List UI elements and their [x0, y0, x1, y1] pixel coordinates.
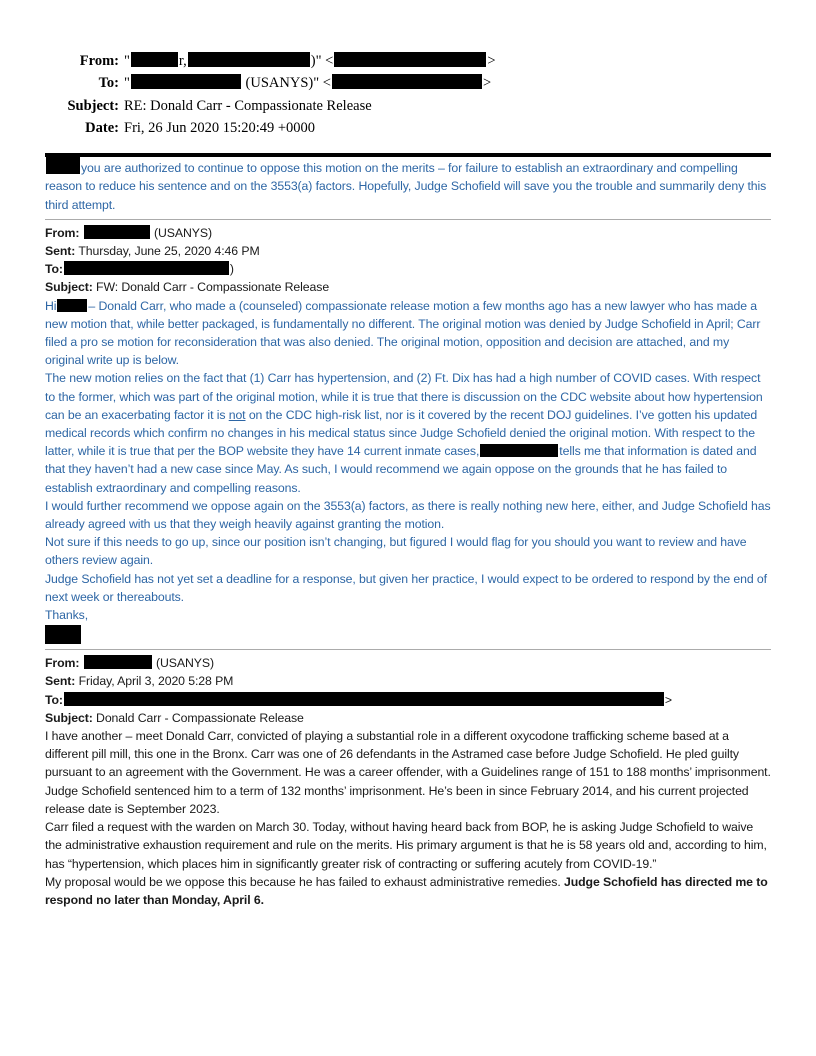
header-field-value: Thursday, June 25, 2020 4:46 PM [75, 244, 260, 258]
body-paragraph: My proposal would be we oppose this because he has failed to exhaust administrative remedies. Judge Schofield has directed me to respond no later than Monday, April 6. [45, 874, 768, 907]
body-paragraph: Thanks, [45, 608, 89, 623]
header-field-value: " (USANYS)" < > [124, 75, 492, 92]
header-row [45, 95, 771, 117]
body-paragraph: Not sure if this needs to go up, since our position isn’t changing, but figured I would flag for you should you want to review and have others review again. [45, 535, 747, 568]
forwarded-header-1 [45, 224, 771, 297]
header-field-label: From: [45, 225, 80, 240]
forwarded-header-2 [45, 654, 771, 727]
signature-redaction-bar [45, 625, 81, 644]
header-row [45, 654, 771, 672]
body-paragraph: Judge Schofield has not yet set a deadline for a response, but given her practice, I would expect to be ordered to respond by the end of next week or thereabouts. [45, 571, 767, 604]
redaction-bar [131, 74, 241, 89]
header-row [45, 691, 771, 709]
redaction-bar [334, 52, 486, 67]
header-field-value: ) [63, 262, 234, 276]
header-field-label: From: [79, 53, 119, 69]
header-field-label: Subject: [45, 710, 93, 725]
body-paragraph: I would further recommend we oppose again on the 3553(a) factors, as there is really nothing new here, either, and Judge Schofield has already agreed with us that they weigh heavily against granting the motion. [45, 498, 771, 532]
header-field-label: Sent: [45, 674, 76, 689]
header-row [45, 260, 771, 278]
header-field-value: (USANYS) [79, 656, 214, 670]
header-row [45, 242, 771, 260]
redaction-bar [84, 655, 152, 669]
reply-paragraph: you are authorized to continue to oppose this motion on the merits – for failure to establish an extraordinary and compelling reason to reduce his sentence and on the 3553(a) factors. Hopefully, Judge Schofield will save you the trouble and summarily deny this third attempt. [45, 157, 771, 214]
header-field-label: Date: [85, 119, 119, 136]
header-row [45, 50, 771, 72]
header-field-label: To: [45, 262, 63, 277]
header-field-value: Fri, 26 Jun 2020 15:20:49 +0000 [124, 119, 316, 136]
header-field-value: > [63, 693, 672, 707]
header-field-value: Donald Carr - Compassionate Release [92, 710, 304, 725]
body-paragraph: Carr filed a request with the warden on March 30. Today, without having heard back from BOP, he is asking Judge Schofield to waive the administrative exhaustion requirement and rule on the merits. His primary argument is that he is 58 years old and, according to him, has “hypertension, which places him in significantly greater risk of contracting or suffering acutely from COVID-19.” [45, 820, 767, 871]
header-field-label: Subject: [67, 97, 119, 114]
header-field-label: Sent: [45, 244, 76, 258]
header-row [45, 117, 771, 139]
header-field-value: FW: Donald Carr - Compassionate Release [92, 280, 330, 295]
message-header [45, 50, 771, 139]
redaction-bar [84, 225, 150, 239]
message-divider [45, 649, 771, 650]
redaction-bar [131, 52, 178, 67]
underlined-text: not [228, 407, 246, 422]
header-field-value: RE: Donald Carr - Compassionate Release [124, 97, 372, 114]
bold-text: Judge Schofield has directed me to respond no later than Monday, April 6. [45, 874, 768, 907]
header-field-value: Friday, April 3, 2020 5:28 PM [75, 674, 234, 689]
header-field-value: " r, )" < > [124, 53, 496, 69]
redaction-bar [64, 692, 664, 706]
message-divider [45, 219, 771, 220]
header-field-value: (USANYS) [79, 226, 212, 240]
body-paragraph: Hi – Donald Carr, who made a (counseled) compassionate release motion a few months ago has a new lawyer who has made a new motion that, while better packaged, is fundamentally no different. The original motion was denied by Judge Schofield in April; Carr filed a pro se motion for reconsideration that was also denied. The original motion, opposition and decision are attached, and my original write up is below. [45, 298, 761, 368]
header-row [45, 709, 771, 727]
header-field-label: From: [45, 656, 80, 671]
header-field-label: Subject: [45, 280, 93, 295]
redaction-bar [57, 299, 87, 312]
forwarded-body-1 [45, 297, 771, 625]
body-paragraph: I have another – meet Donald Carr, convicted of playing a substantial role in a different oxycodone trafficking scheme based at a different pill mill, this one in the Bronx. Carr was one of 26 defendants in the Astramed case before Judge Schofield. He pled guilty pursuant to an agreement with the Government. He was a career offender, with a Guidelines range of 151 to 188 months’ imprisonment. Judge Schofield sentenced him to a term of 132 months’ imprisonment. He’s been in since February 2014, and his current projected release date is September 2023. [45, 729, 771, 816]
redaction-bar [332, 74, 482, 89]
redaction-bar [480, 444, 558, 457]
body-paragraph: The new motion relies on the fact that (1) Carr has hypertension, and (2) Ft. Dix has had a high number of COVID cases. With respect to the former, which was part of the original motion, while it is true that there is discussion on the CDC website about how hypertension can be an exacerbating factor it is not on the CDC high-risk list, nor is it covered by the recent DOJ guidelines. I’ve gotten his updated medical records which confirm no changes in his medical status since Judge Schofield denied the original motion. With respect to the latter, while it is true that per the BOP website they have 14 current inmate cases, tells me that information is dated and that they haven’t had a new case since May. As such, I would recommend we again oppose on the grounds that he has failed to establish extraordinary and compelling reasons. [45, 371, 763, 495]
header-row [45, 72, 771, 94]
header-row [45, 278, 771, 296]
header-row [45, 672, 771, 690]
redaction-bar [64, 261, 229, 275]
header-field-label: To: [45, 692, 63, 707]
redaction-bar [188, 52, 310, 67]
redaction-bar [46, 157, 80, 174]
header-field-label: To: [98, 75, 119, 92]
header-row [45, 224, 771, 242]
forwarded-body-2 [45, 727, 771, 909]
